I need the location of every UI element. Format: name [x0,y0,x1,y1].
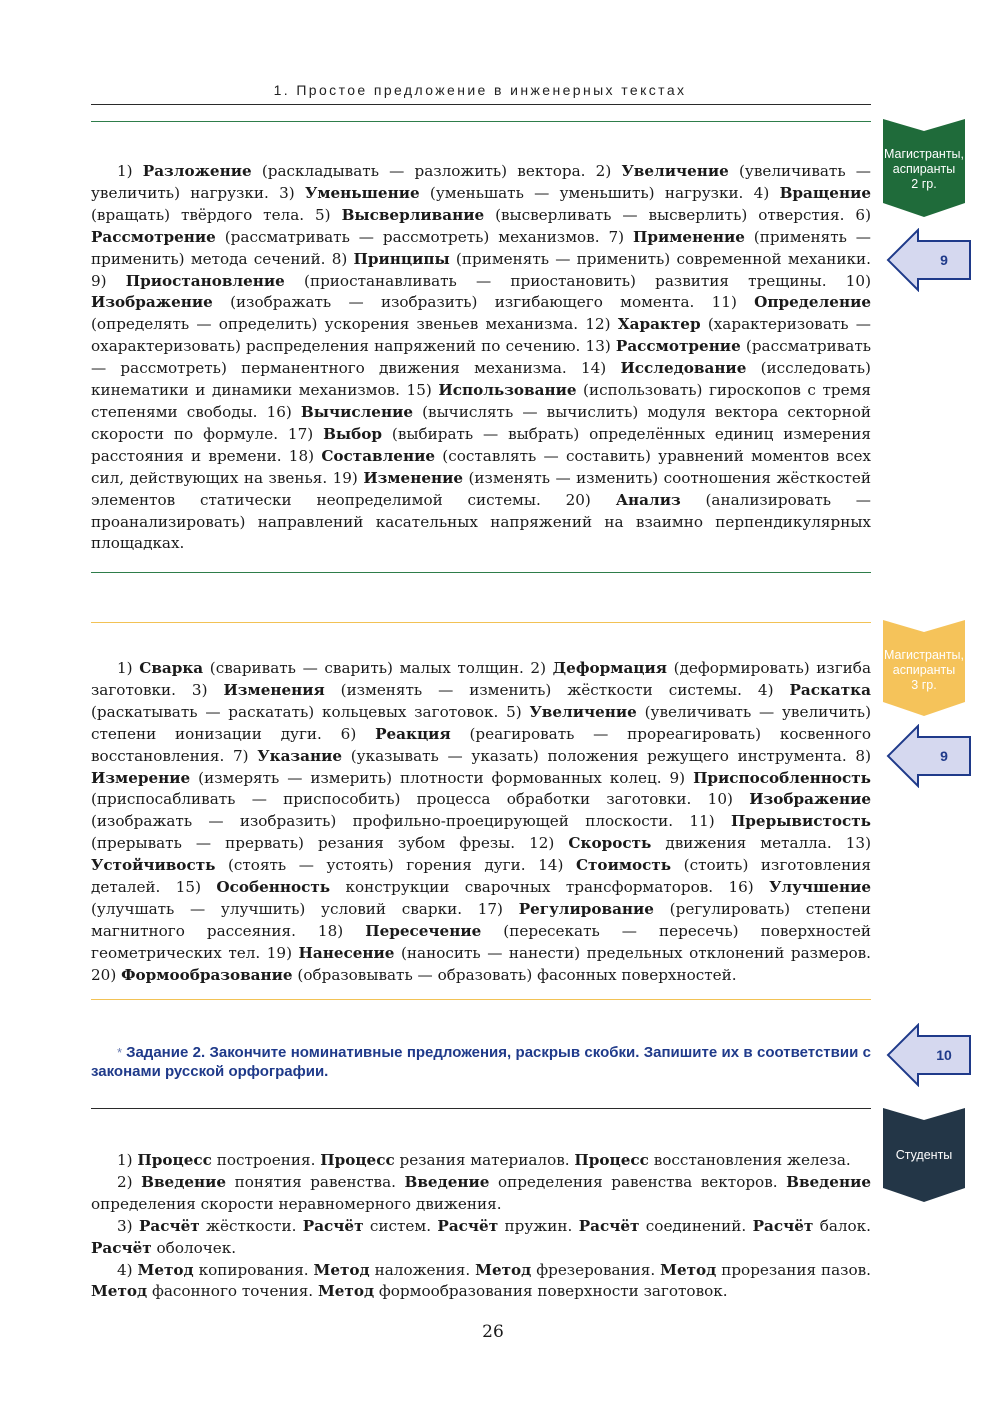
term-bold: Приспособленность [693,768,871,787]
term-bold: Определение [754,293,871,312]
text-run: определения скорости неравномерного движения. [91,1194,502,1213]
text-run: (рассматривать — рассмотреть) механизмов. 7) [215,227,633,246]
term-bold: Расчёт [437,1216,499,1235]
exercise-ref-arrow-9 [886,724,972,788]
exercise-1-paragraph [91,161,871,555]
text-run: определения равенства векторов. [489,1172,787,1191]
badge-line-3: 2 гр. [911,177,937,191]
term-bold: Рассмотрение [91,227,216,246]
badge-line-1: Магистранты, [883,147,964,161]
text-run: конструкции сварочных трансформаторов. 16) [330,878,770,897]
text-run: (высверливать — высверлить) отверстия. 6) [484,205,871,224]
text-run: (изображать — изобразить) профильно-проецирующей плоскости. 11) [91,812,731,831]
term-bold: Пересечение [365,921,482,940]
term-bold: Изменение [363,468,464,487]
exercise-3-paragraph-2 [91,1172,871,1216]
badge-line-1: Магистранты, [883,648,964,662]
section3-top-rule [91,1108,871,1109]
text-run: (раскатывать — раскатать) кольцевых заготовок. 5) [91,702,530,721]
term-bold: Введение [786,1172,872,1191]
term-bold: Рассмотрение [615,337,741,356]
section2-top-rule [91,622,871,623]
text-run: 1) [117,162,143,180]
exercise-3-paragraph-4 [91,1260,871,1304]
ref-number: 9 [940,252,948,268]
text-run: (пересекать — пересечь) поверхностей геометрических тел. 19) [91,921,871,962]
term-bold: Метод [475,1260,532,1279]
text-run: фрезерования. [531,1260,661,1279]
text-run: (увеличивать — увеличить) нагрузки. 3) [91,162,871,202]
term-bold: Нанесение [298,943,395,962]
exercise-ref-arrow-9 [886,228,972,292]
term-bold: Высверливание [341,205,485,224]
text-run: пружин. [498,1216,579,1235]
text-run: (уменьшать — уменьшить) нагрузки. 4) [419,183,780,202]
term-bold: Принципы [353,249,450,268]
ref-number: 10 [936,1047,952,1063]
text-run: движения металла. 13) [651,834,871,853]
exercise-2-paragraph [91,658,871,987]
section1-bottom-rule [91,572,871,573]
term-bold: Расчёт [578,1216,640,1235]
term-bold: Уменьшение [305,183,420,202]
term-bold: Особенность [216,878,331,897]
text-run: оболочек. [151,1238,237,1257]
term-bold: Раскатка [789,680,871,699]
text-run: (изменять — изменить) соотношения жёсткостей элементов статически неопределимой системы. 20) [91,468,871,509]
text-run: (сваривать — сварить) малых толщин. 2) [203,659,553,677]
ref-number: 9 [940,748,948,764]
term-bold: Вычисление [300,402,414,421]
exercise-block-2 [91,658,871,987]
term-bold: Расчёт [91,1238,152,1257]
text-run: (стоить) изготовления деталей. 15) [91,856,871,897]
term-bold: Увеличение [621,162,729,180]
term-bold: Расчёт [302,1216,364,1235]
term-bold: Исследование [620,359,747,378]
header-rule [91,104,871,105]
text-run: (изображать — изобразить) изгибающего момента. 11) [212,293,755,312]
text-run: (анализировать — проанализировать) направлений касательных напряжений на взаимно перпендикулярных площадках. [91,490,871,553]
text-run: (использовать) гироскопов с тремя степенями свободы. 16) [91,381,872,421]
term-bold: Формообразование [121,965,293,984]
term-bold: Разложение [142,162,252,180]
term-bold: Регулирование [518,899,654,918]
term-bold: Изображение [749,790,871,809]
badge-line-2: аспиранты [892,162,956,176]
term-bold: Сварка [139,659,204,677]
text-run: (наносить — нанести) предельных отклонений размеров. 20) [91,943,872,984]
text-run: прорезания пазов. [716,1260,871,1279]
badge-line-2: аспиранты [892,663,956,677]
term-bold: Изменения [223,680,325,699]
text-run: (стоять — устоять) горения дуги. 14) [215,856,576,875]
term-bold: Приостановление [125,271,285,290]
text-run: (образовывать — образовать) фасонных поверхностей. [292,965,737,984]
text-run: (улучшать — улучшить) условий сварки. 17) [91,899,519,918]
text-run: 1) [117,1151,138,1169]
term-bold: Увеличение [529,702,637,721]
term-bold: Процесс [320,1151,395,1169]
text-run: систем. [363,1216,438,1235]
exercise-block-1 [91,161,871,555]
text-run: формообразования поверхности заготовок. [374,1282,728,1301]
text-run: (измерять — измерить) плотности формованных колец. 9) [190,768,694,787]
text-run: (деформировать) изгиба заготовки. 3) [91,659,871,699]
text-run: (применять — применить) метода сечений. 8) [91,227,871,268]
text-run: балок. [813,1216,871,1235]
text-run: копирования. [193,1260,314,1279]
text-run: фасонного точения. [147,1282,318,1301]
exercise-3-paragraph-1 [91,1150,871,1172]
text-run: (выбирать — выбрать) определённых единиц измерения расстояния и времени. 18) [91,424,871,465]
text-run: (применять — применить) современной механики. 9) [91,249,871,290]
task-2-text: Задание 2. Закончите номинативные предложения, раскрыв скобки. Запишите их в соответствии с законами русской орфографии. [91,1044,871,1080]
term-bold: Прерывистость [730,812,871,831]
text-run: (приостанавливать — приостановить) развития трещины. 10) [284,271,871,290]
text-run: (рассматривать — рассмотреть) перманентного движения механизма. 14) [91,337,871,378]
exercise-ref-arrow-10 [886,1023,972,1087]
term-bold: Характер [617,315,701,334]
text-run: 2) [117,1172,142,1191]
term-bold: Введение [141,1172,227,1191]
term-bold: Скорость [568,834,652,853]
text-run: (увеличивать — увеличить) степени ионизации дуги. 6) [91,702,871,743]
term-bold: Процесс [137,1151,212,1169]
text-run: (указывать — указать) положения режущего инструмента. 8) [342,746,871,765]
text-run: (раскладывать — разложить) вектора. 2) [251,162,622,180]
term-bold: Метод [313,1260,370,1279]
level-badge-masters-2 [883,119,965,217]
text-run: соединений. [639,1216,753,1235]
text-run: наложения. [369,1260,476,1279]
term-bold: Метод [317,1282,375,1301]
term-bold: Метод [137,1260,194,1279]
term-bold: Стоимость [575,856,672,875]
level-badge-students [883,1108,965,1202]
text-run: (регулировать) степени магнитного рассеяния. 18) [91,899,871,940]
text-run: (исследовать) кинематики и динамики механизмов. 15) [91,359,871,400]
badge-line-1: Студенты [895,1148,953,1162]
term-bold: Метод [91,1282,148,1301]
term-bold: Расчёт [138,1216,200,1235]
term-bold: Введение [404,1172,490,1191]
text-run: (характеризовать — охарактеризовать) распределения напряжений по сечению. 13) [91,315,871,356]
text-run: (приспосабливать — приспособить) процесса обработки заготовки. 10) [91,790,750,809]
text-run: 1) [117,659,140,677]
term-bold: Составление [321,446,436,465]
term-bold: Метод [660,1260,717,1279]
badge-line-3: 3 гр. [911,678,937,692]
term-bold: Анализ [615,490,681,509]
section2-bottom-rule [91,999,871,1000]
term-bold: Реакция [375,724,451,743]
text-run: 3) [117,1216,139,1235]
term-bold: Улучшение [769,878,871,897]
page-number: 26 [482,1322,504,1342]
term-bold: Расчёт [752,1216,814,1235]
text-run: 4) [117,1260,138,1279]
term-bold: Деформация [552,659,668,677]
text-run: восстановления железа. [648,1151,851,1169]
term-bold: Измерение [91,768,191,787]
text-run: (изменять — изменить) жёсткости системы. 4) [324,680,790,699]
level-badge-masters-3 [883,620,965,716]
running-header: 1. Простое предложение в инженерных текстах [273,82,687,98]
text-run: (определять — определить) ускорения звеньев механизма. 12) [91,315,618,334]
exercise-block-3 [91,1150,871,1303]
text-run: (прерывать — прервать) резания зубом фрезы. 12) [91,834,569,853]
term-bold: Процесс [574,1151,649,1169]
text-run: понятия равенства. [226,1172,405,1191]
section1-top-rule [91,121,871,122]
term-bold: Изображение [91,293,213,312]
text-run: построения. [211,1151,321,1169]
task-star-icon: * [117,1045,123,1060]
term-bold: Устойчивость [91,856,216,875]
text-run: (вычислять — вычислить) модуля вектора секторной скорости по формуле. 17) [91,402,871,443]
term-bold: Применение [632,227,745,246]
exercise-3-paragraph-3 [91,1216,871,1260]
text-run: (составлять — составить) уравнений моментов всех сил, действующих на звенья. 19) [91,446,871,487]
text-run: резания материалов. [394,1151,575,1169]
term-bold: Вращение [779,183,872,202]
term-bold: Выбор [323,424,383,443]
text-run: (вращать) твёрдого тела. 5) [91,205,342,224]
task-2-heading [91,1043,871,1081]
term-bold: Указание [257,746,343,765]
text-run: (реагировать — прореагировать) косвенного восстановления. 7) [91,724,871,765]
term-bold: Использование [438,381,577,400]
text-run: жёсткости. [199,1216,303,1235]
